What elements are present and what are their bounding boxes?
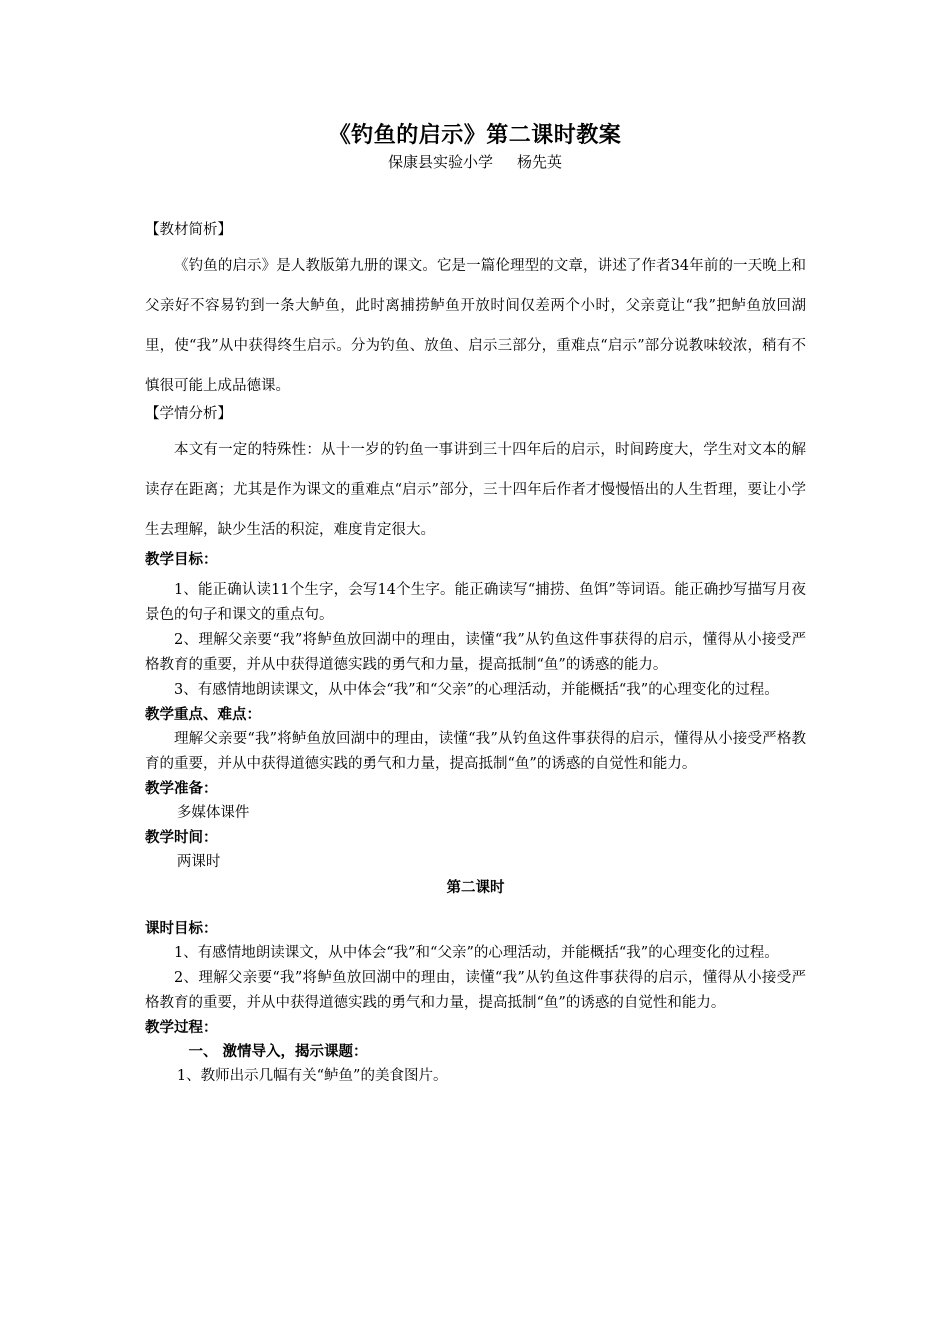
heading-teaching-process: 教学过程： bbox=[145, 1019, 218, 1036]
heading-teaching-time: 教学时间： bbox=[145, 829, 218, 846]
document-body bbox=[145, 218, 806, 1089]
preparation-content: 多媒体课件 bbox=[176, 805, 250, 821]
paragraph-key-points: 理解父亲要“我”将鲈鱼放回湖中的理由，读懂“我”从钓鱼这件事获得的启示，懂得从小接受严格教育的重要，并从中获得道德实践的勇气和力量，提高抵制“鱼”的诱惑的自觉性和能力。 bbox=[145, 731, 806, 772]
heading-preparation: 教学准备： bbox=[145, 780, 218, 797]
paragraph-textbook-analysis: 《钓鱼的启示》是人教版第九册的课文。它是一篇伦理型的文章，讲述了作者34年前的一天晚上和父亲好不容易钓到一条大鲈鱼，此时离捕捞鲈鱼开放时间仅差两个小时，父亲竟让“我”把鲈鱼放回湖里，使“我”从中获得终生启示。分为钓鱼、放鱼、启示三部分，重难点“启示”部分说教味较浓，稍有不慎很可能上成品德课。 bbox=[145, 258, 806, 394]
lesson-goal-1: 1、有感情地朗读课文，从中体会“我”和“父亲”的心理活动，并能概括“我”的心理变化的过程。 bbox=[174, 945, 779, 961]
paragraph-student-analysis: 本文有一定的特殊性：从十一岁的钓鱼一事讲到三十四年后的启示，时间跨度大，学生对文本的解读存在距离；尤其是作为课文的重难点“启示”部分，三十四年后作者才慢慢悟出的人生哲理，要让小学生去理解，缺少生活的积淀，难度肯定很大。 bbox=[145, 442, 806, 538]
teaching-goal-3: 3、有感情地朗读课文，从中体会“我”和“父亲”的心理活动，并能概括“我”的心理变化的过程。 bbox=[174, 682, 779, 698]
process-step-1-item-1: 1、教师出示几幅有关“鲈鱼”的美食图片。 bbox=[176, 1068, 448, 1084]
process-step-1: 一、 激情导入，揭示课题： bbox=[188, 1043, 368, 1060]
heading-key-points: 教学重点、难点： bbox=[145, 706, 261, 723]
heading-teaching-goals: 教学目标： bbox=[145, 551, 218, 568]
author-line bbox=[0, 150, 950, 174]
section-heading-student: 【学情分析】 bbox=[145, 406, 232, 422]
teacher-name: 杨先英 bbox=[517, 153, 563, 171]
blank-line bbox=[145, 900, 806, 917]
teaching-time-content: 两课时 bbox=[176, 854, 221, 870]
heading-lesson-goals: 课时目标： bbox=[145, 920, 218, 937]
lesson-goal-2: 2、理解父亲要“我”将鲈鱼放回湖中的理由，读懂“我”从钓鱼这件事获得的启示，懂得从小接受严格教育的重要，并从中获得道德实践的勇气和力量，提高抵制“鱼”的诱惑的自觉性和能力。 bbox=[145, 970, 806, 1011]
heading-second-lesson: 第二课时 bbox=[446, 879, 505, 896]
document-title: 《钓鱼的启示》第二课时教案 bbox=[328, 122, 622, 148]
section-heading-textbook: 【教材简析】 bbox=[145, 222, 232, 238]
teaching-goal-2: 2、理解父亲要“我”将鲈鱼放回湖中的理由，读懂“我”从钓鱼这件事获得的启示，懂得从小接受严格教育的重要，并从中获得道德实践的勇气和力量，提高抵制“鱼”的诱惑的能力。 bbox=[145, 632, 806, 673]
school-name: 保康县实验小学 bbox=[387, 153, 493, 171]
teaching-goal-1: 1、能正确认读11个生字，会写14个生字。能正确读写“捕捞、鱼饵”等词语。能正确抄写描写月夜景色的句子和课文的重点句。 bbox=[145, 582, 806, 623]
